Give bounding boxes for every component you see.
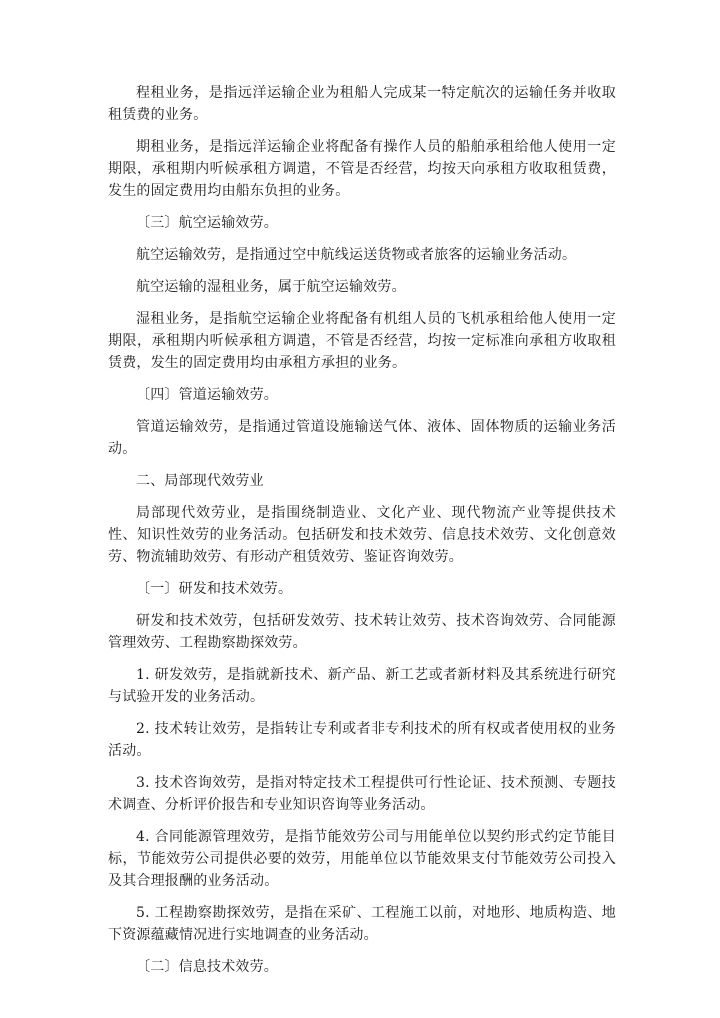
paragraph-wet-lease-definition: 湿租业务，是指航空运输企业将配备有机组人员的飞机承租给他人使用一定期限，承租期内听候承租方调遣，不管是否经营，均按一定标准向承租方收取租赁费，发生的固定费用均由承租方承担的业务。 bbox=[108, 311, 616, 371]
paragraph-air-transport-definition: 航空运输效劳，是指通过空中航线运送货物或者旅客的运输业务活动。 bbox=[136, 247, 577, 263]
paragraph-modern-services-definition: 局部现代效劳业，是指围绕制造业、文化产业、现代物流产业等提供技术性、知识性效劳的业务活动。包括研发和技术效劳、信息技术效劳、文化创意效劳、物流辅助效劳、有形动产租赁效劳、鉴证咨询效劳。 bbox=[108, 505, 616, 565]
list-item-tech-consulting: 3. 技术咨询效劳，是指对特定技术工程提供可行性论证、技术预测、专题技术调查、分析评价报告和专业知识咨询等业务活动。 bbox=[108, 775, 616, 813]
list-item-tech-transfer: 2. 技术转让效劳，是指转让专利或者非专利技术的所有权或者使用权的业务活动。 bbox=[108, 721, 616, 759]
paragraph-pipeline-definition: 管道运输效劳，是指通过管道设施输送气体、液体、固体物质的运输业务活动。 bbox=[108, 419, 616, 457]
list-item-rd: 1. 研发效劳，是指就新技术、新产品、新工艺或者新材料及其系统进行研究与试验开发的业务活动。 bbox=[108, 667, 616, 705]
chapter-heading-modern-services: 二、局部现代效劳业 bbox=[136, 473, 264, 489]
section-heading-it-services: 〔二〕信息技术效劳。 bbox=[136, 959, 278, 975]
paragraph-voyage-charter: 程租业务，是指远洋运输企业为租船人完成某一特定航次的运输任务并收取租赁费的业务。 bbox=[108, 85, 616, 123]
paragraph-rd-services-scope: 研发和技术效劳，包括研发效劳、技术转让效劳、技术咨询效劳、合同能源管理效劳、工程勘察勘探效劳。 bbox=[108, 613, 616, 651]
paragraph-wet-lease-note: 航空运输的湿租业务，属于航空运输效劳。 bbox=[136, 279, 406, 295]
section-heading-air-transport: 〔三〕航空运输效劳。 bbox=[136, 215, 278, 231]
section-heading-pipeline-transport: 〔四〕管道运输效劳。 bbox=[136, 387, 278, 403]
list-item-energy-management: 4. 合同能源管理效劳，是指节能效劳公司与用能单位以契约形式约定节能目标，节能效劳公司提供必要的效劳，用能单位以节能效果支付节能效劳公司投入及其合理报酬的业务活动。 bbox=[108, 829, 616, 889]
paragraph-time-charter: 期租业务，是指远洋运输企业将配备有操作人员的船舶承租给他人使用一定期限，承租期内听候承租方调遣，不管是否经营，均按天向承租方收取租赁费，发生的固定费用均由船东负担的业务。 bbox=[108, 139, 616, 199]
document-body bbox=[108, 82, 616, 988]
section-heading-rd-services: 〔一〕研发和技术效劳。 bbox=[136, 581, 293, 597]
list-item-engineering-survey: 5. 工程勘察勘探效劳，是指在采矿、工程施工以前，对地形、地质构造、地下资源蕴藏情况进行实地调查的业务活动。 bbox=[108, 905, 616, 943]
